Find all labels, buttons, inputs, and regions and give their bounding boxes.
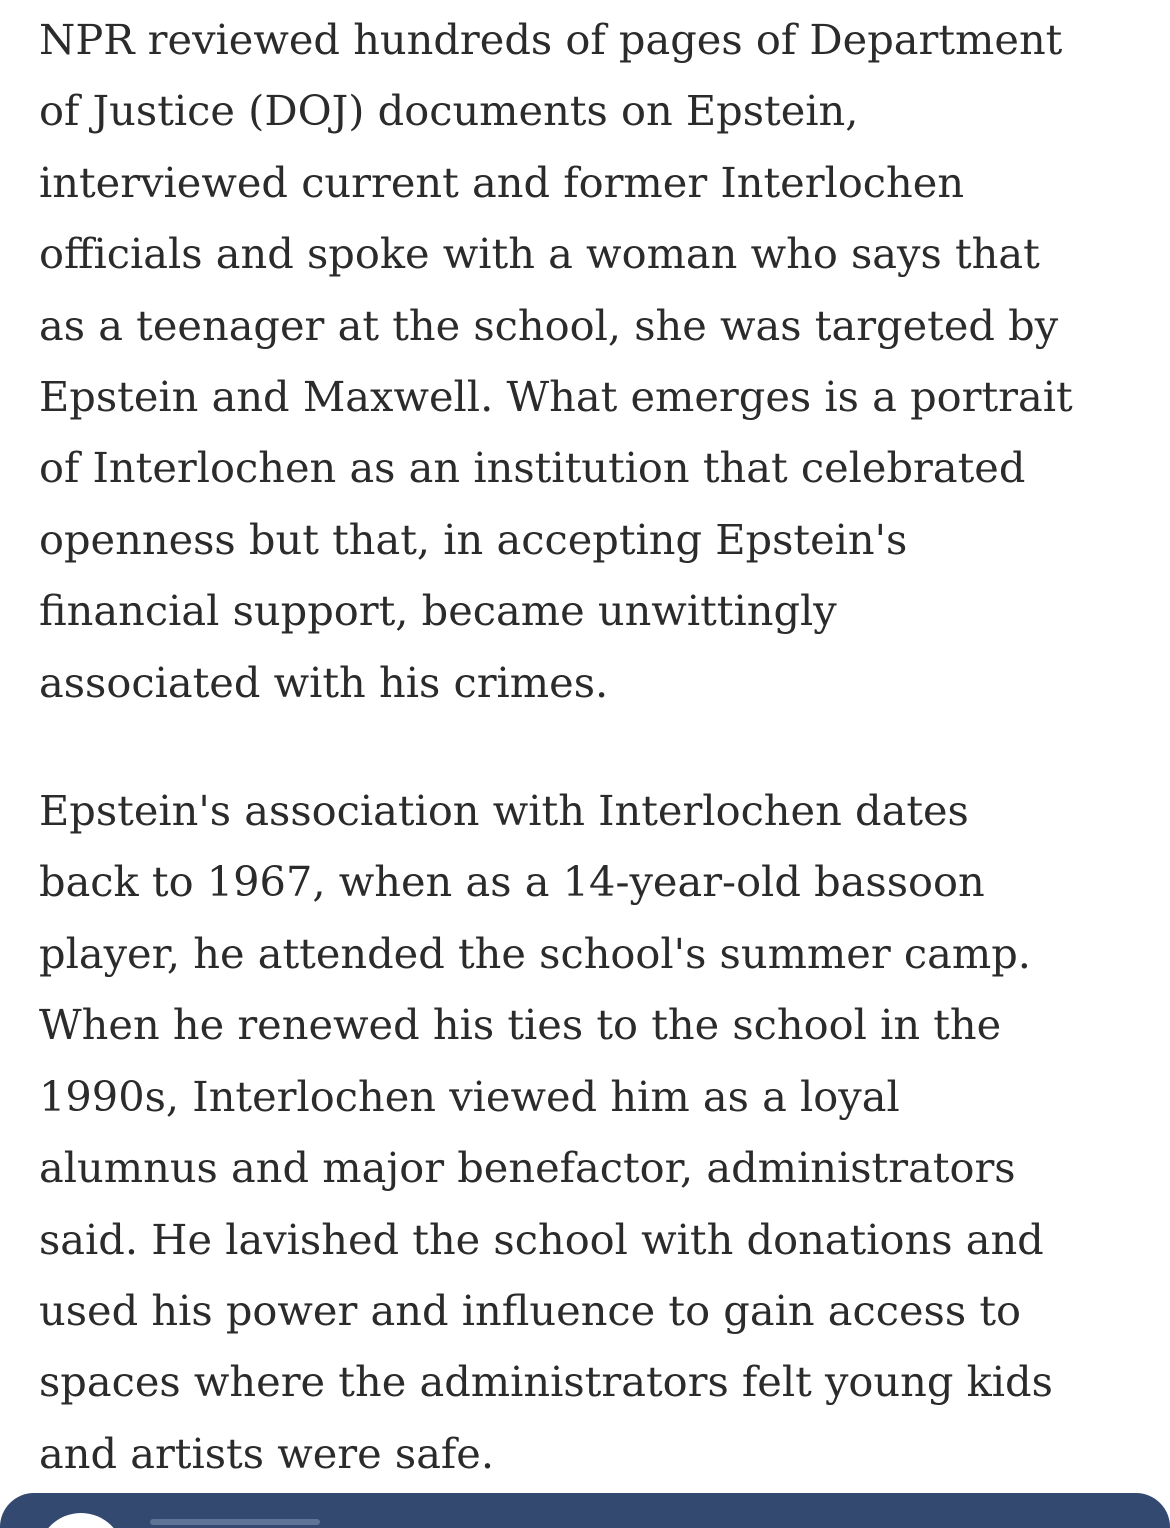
text-line: player, he attended the school's summer camp. bbox=[39, 928, 1031, 978]
player-thumbnail[interactable] bbox=[38, 1513, 124, 1528]
article-paragraph-1 bbox=[39, 4, 1144, 718]
text-line: officials and spoke with a woman who says that bbox=[39, 229, 1040, 279]
text-line: of Justice (DOJ) documents on Epstein, bbox=[39, 86, 859, 136]
text-line: as a teenager at the school, she was targeted by bbox=[39, 300, 1059, 350]
text-line: alumnus and major benefactor, administrators bbox=[39, 1143, 1016, 1193]
text-line: said. He lavished the school with donations and bbox=[39, 1214, 1044, 1264]
text-line: of Interlochen as an institution that celebrated bbox=[39, 443, 1026, 493]
text-line: interviewed current and former Interlochen bbox=[39, 157, 965, 207]
paragraph-spacer bbox=[39, 718, 1144, 775]
audio-player-bar[interactable] bbox=[0, 1493, 1170, 1528]
text-line: NPR reviewed hundreds of pages of Department bbox=[39, 15, 1063, 64]
article-paragraph-2 bbox=[39, 775, 1144, 1489]
article-body bbox=[39, 4, 1144, 1489]
text-line: 1990s, Interlochen viewed him as a loyal bbox=[39, 1071, 900, 1121]
text-line: Epstein and Maxwell. What emerges is a portrait bbox=[39, 372, 1073, 422]
text-line: When he renewed his ties to the school in the bbox=[39, 1000, 1002, 1050]
player-title-placeholder bbox=[150, 1519, 320, 1525]
text-line: and artists were safe. bbox=[39, 1428, 495, 1478]
text-line: Epstein's association with Interlochen dates bbox=[39, 786, 969, 836]
text-line: used his power and influence to gain access to bbox=[39, 1285, 1021, 1335]
text-line: spaces where the administrators felt young kids bbox=[39, 1357, 1053, 1407]
text-line: openness but that, in accepting Epstein's bbox=[39, 514, 908, 564]
text-line: financial support, became unwittingly bbox=[39, 586, 837, 636]
text-line: back to 1967, when as a 14-year-old bassoon bbox=[39, 857, 985, 907]
text-line: associated with his crimes. bbox=[39, 657, 609, 707]
